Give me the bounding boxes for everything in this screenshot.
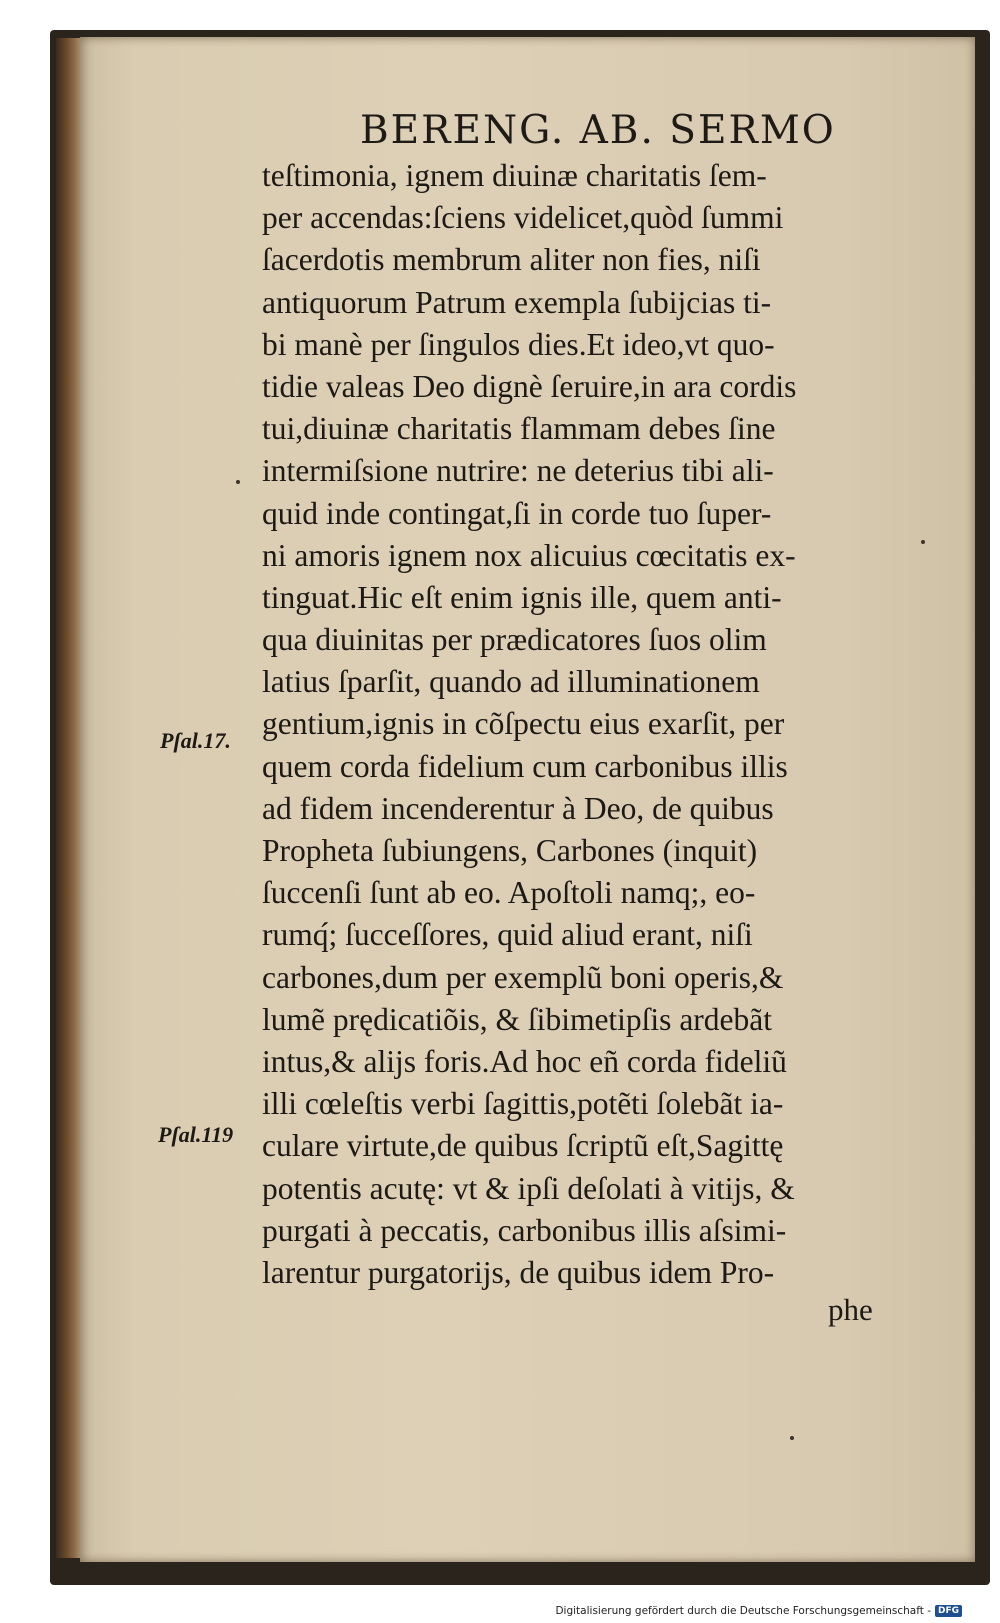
text-line: teſtimonia, ignem diuinæ charitatis ſem- [262,158,767,193]
text-line: carbones,dum per exemplũ boni operis,& [262,959,784,995]
text-line: ni amoris ignem nox alicuius cœcitatis ex- [262,537,796,573]
ink-speck [921,540,925,544]
marginal-note-psalm-119: Pſal.119 [158,1122,234,1147]
text-line: qua diuinitas per prædicatores ſuos olim [262,622,767,658]
catchword: phe [828,1292,873,1327]
text-line: latius ſparſit, quando ad illuminationem [262,664,760,700]
text-line: rumq́; ſucceſſores, quid aliud erant, niſi [262,917,753,953]
digitization-footer [555,1602,962,1620]
text-line: antiquorum Patrum exempla ſubijcias ti- [262,284,772,320]
ink-speck [236,480,240,484]
text-line: ſuccenſi ſunt ab eo. Apoſtoli namq;, eo- [262,875,756,911]
page-body [262,155,922,1294]
text-line: intus,& alijs foris.Ad hoc eñ corda fideliũ [262,1043,787,1079]
footer-credit: Digitalisierung gefördert durch die Deutsche Forschungsgemeinschaft - [555,1605,931,1617]
text-line: per accendas:ſciens videlicet,quòd ſummi [262,200,784,236]
text-line: illi cœleſtis verbi ſagittis,potẽti ſolebãt ia- [262,1086,784,1122]
text-line: potentis acutę: vt & ipſi deſolati à vitijs, & [262,1170,795,1206]
text-line: ſacerdotis membrum aliter non fies, niſi [262,242,761,278]
text-line: bi manè per ſingulos dies.Et ideo,vt quo- [262,326,775,362]
text-line: purgati à peccatis, carbonibus illis aſsimi- [262,1212,787,1248]
text-line: quid inde contingat,ſi in corde tuo ſuper- [262,495,772,531]
text-line: quem corda fidelium cum carbonibus illis [262,748,788,784]
text-line: intermiſsione nutrire: ne deterius tibi ali- [262,453,774,489]
dfg-logo-icon: DFG [935,1605,962,1617]
text-line: tidie valeas Deo dignè ſeruire,in ara cordis [262,368,797,404]
text-line: lumẽ prędicatiõis, & ſibimetipſis ardebãt [262,1001,772,1037]
text-line: culare virtute,de quibus ſcriptũ eſt,Sagittę [262,1128,784,1164]
marginal-note-psalm-17: Pſal.17. [160,728,231,753]
book-spine [56,38,82,1558]
running-head: BERENG. AB. SERMO [360,108,836,153]
text-line: larentur purgatorijs, de quibus idem Pro- [262,1254,775,1290]
text-line: tinguat.Hic eſt enim ignis ille, quem anti- [262,579,782,615]
text-line: ad fidem incenderentur à Deo, de quibus [262,790,774,826]
ink-speck [790,1436,794,1440]
text-line: tui,diuinæ charitatis flammam debes ſine [262,411,776,447]
text-line: Propheta ſubiungens, Carbones (inquit) [262,833,758,868]
text-line: gentium,ignis in cõſpectu eius exarſit, per [262,706,785,742]
